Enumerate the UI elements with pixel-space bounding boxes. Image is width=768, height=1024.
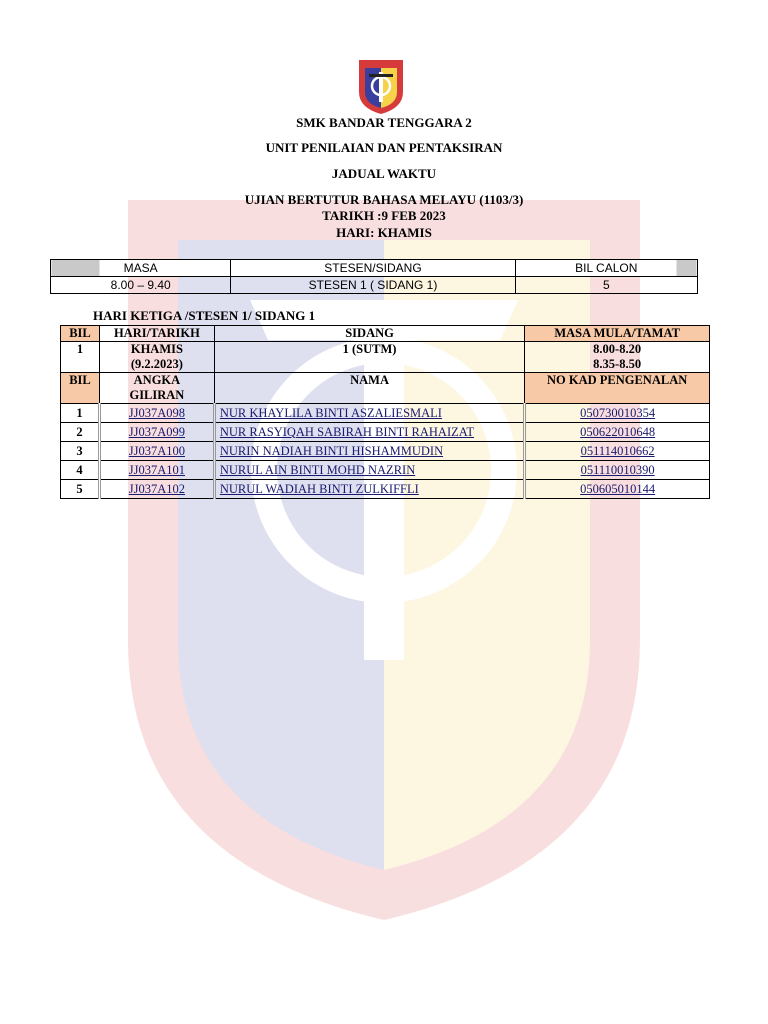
summary-header-row — [51, 260, 698, 277]
header-bil-calon: BIL CALON — [515, 260, 697, 277]
candidate-nama: NURUL WADIAH BINTI ZULKIFFLI — [214, 480, 524, 499]
session-row — [61, 342, 710, 373]
candidate-row — [61, 442, 710, 461]
candidate-angka-giliran: JJ037A100 — [99, 442, 214, 461]
session-header-row — [61, 326, 710, 342]
candidate-no-kad: 050622010648 — [525, 423, 710, 442]
candidate-bil: 3 — [61, 442, 100, 461]
header-no-kad-pengenalan: NO KAD PENGENALAN — [525, 373, 710, 404]
header-masa: MASA — [51, 260, 231, 277]
school-crest-logo — [357, 58, 405, 116]
exam-title: UJIAN BERTUTUR BAHASA MELAYU (1103/3) — [244, 192, 524, 207]
session-masa: 8.00-8.20 8.35-8.50 — [525, 342, 710, 373]
summary-masa: 8.00 – 9.40 — [51, 277, 231, 294]
candidate-bil: 4 — [61, 461, 100, 480]
candidate-bil: 2 — [61, 423, 100, 442]
header-hari-tarikh: HARI/TARIKH — [99, 326, 214, 342]
unit-name: UNIT PENILAIAN DAN PENTAKSIRAN — [265, 140, 503, 155]
document-title: JADUAL WAKTU — [331, 166, 437, 181]
session-bil: 1 — [61, 342, 100, 373]
header-sidang: SIDANG — [214, 326, 524, 342]
session-table — [60, 325, 710, 499]
header-stesen-sidang: STESEN/SIDANG — [231, 260, 515, 277]
candidate-nama: NUR RASYIQAH SABIRAH BINTI RAHAIZAT — [214, 423, 524, 442]
candidate-header-row — [61, 373, 710, 404]
candidate-bil: 1 — [61, 404, 100, 423]
candidate-row — [61, 423, 710, 442]
candidate-no-kad: 050605010144 — [525, 480, 710, 499]
candidate-angka-giliran: JJ037A102 — [99, 480, 214, 499]
section-title: HARI KETIGA /STESEN 1/ SIDANG 1 — [93, 308, 316, 323]
header-angka-giliran: ANGKA GILIRAN — [99, 373, 214, 404]
header-bil: BIL — [61, 326, 100, 342]
school-name: SMK BANDAR TENGGARA 2 — [296, 115, 472, 130]
candidate-bil: 5 — [61, 480, 100, 499]
candidate-row — [61, 480, 710, 499]
candidate-no-kad: 050730010354 — [525, 404, 710, 423]
session-sidang: 1 (SUTM) — [214, 342, 524, 373]
candidate-row — [61, 404, 710, 423]
session-hari-tarikh: KHAMIS (9.2.2023) — [99, 342, 214, 373]
header-bil-candidate: BIL — [61, 373, 100, 404]
summary-table — [50, 259, 698, 294]
candidate-angka-giliran: JJ037A098 — [99, 404, 214, 423]
exam-date: TARIKH :9 FEB 2023 — [322, 208, 446, 223]
candidate-angka-giliran: JJ037A099 — [99, 423, 214, 442]
candidate-row — [61, 461, 710, 480]
candidate-no-kad: 051114010662 — [525, 442, 710, 461]
candidate-nama: NURIN NADIAH BINTI HISHAMMUDIN — [214, 442, 524, 461]
exam-day: HARI: KHAMIS — [336, 225, 432, 240]
header-masa-mula-tamat: MASA MULA/TAMAT — [525, 326, 710, 342]
summary-data-row — [51, 277, 698, 294]
header-nama: NAMA — [214, 373, 524, 404]
candidate-nama: NURUL AIN BINTI MOHD NAZRIN — [214, 461, 524, 480]
summary-bil-calon: 5 — [515, 277, 697, 294]
candidate-angka-giliran: JJ037A101 — [99, 461, 214, 480]
candidate-nama: NUR KHAYLILA BINTI ASZALIESMALI — [214, 404, 524, 423]
summary-stesen: STESEN 1 ( SIDANG 1) — [231, 277, 515, 294]
candidate-no-kad: 051110010390 — [525, 461, 710, 480]
